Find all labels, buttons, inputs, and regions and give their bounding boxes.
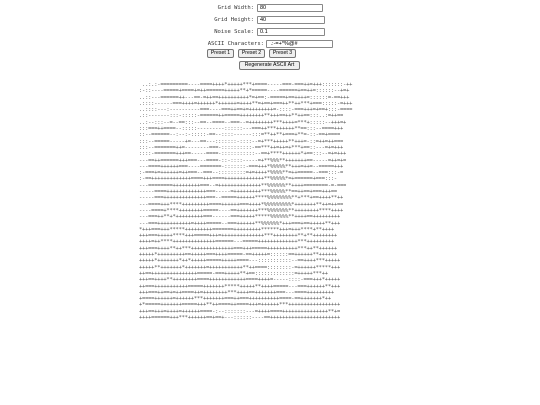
noise-scale-row: [0, 27, 540, 37]
noise-scale-input[interactable]: [257, 28, 325, 36]
ascii-characters-label: ASCII Characters:: [207, 41, 264, 47]
preset-1-button[interactable]: Preset 1: [207, 49, 234, 58]
noise-scale-label: Noise Scale:: [214, 29, 254, 35]
ascii-characters-input[interactable]: [266, 40, 333, 48]
grid-width-input[interactable]: [257, 4, 323, 12]
preset-3-button[interactable]: Preset 3: [269, 49, 296, 58]
preset-2-button[interactable]: Preset 2: [238, 49, 265, 58]
grid-height-row: [0, 15, 540, 25]
grid-width-row: [0, 3, 540, 13]
ascii-art-output: ..:.:-=========----====++++*+++++***+====-----===-===++=+++:::::::-++ :-::----=====+====+=++======+++++**+*=====----======+==++=::::::--+=+ ..::---======++---==-=++==++++++++++*=+==:-=====+==++++=::::::=-==+++ .::::------===++++=++++++*++++++=++++**=+==+===++**++***+===:::::-=+++ ..::::---:----------===----===++==+=++++++++=-::::-===+++=+==+:::-==== .::-------:::-:::::-======++=====++++++++**+++==++**++==:::..:=++== ..:--:::--=--==:::--==--====--===--=++++++++***++++=***+:::::--+++=+ :::===++====--:::::---------::::::---===++***++++++**==:::--====+++ ::--======--:--:-:::::-==--::::------:::=**++**+===+**=-::-==+==== :::--=====-----+=---==---:::::::-::::--=+***+++++**+++=-::=++=++=== :::--=======++=--------===-::::::::::-==***++=++=+***+==::---=+=+++ ::::-=======+++==-----====-:::::::::::--==+****++++++*+==:::--=+=+++ ---==++======+++===---====-::-::::-----=+**%%%**+++++++==-----=++=+= ---====++++++===----=======-:::::::-===+++*%%%%%**+++=++=--=====+++ :-===+=++++++=++===--===--:::::::::=+=++++*%%%%**=++=====--===:::-= :-==+++++++++++++====+++====+++++++++++++**%%%%%*=+======+===:::- ---========+++++++++===--=++++++++++++++**%%%%%%**++++========-=-=== -----====+++++++++++++===-----=+++++++++***%%%%%**==++==+===+++== -----===++++++++++++++===--=====++++++****%%%%%%%%**+***+==++++**++ ---====+++****+++++++++====++++++===++++*%%%%%%%%%*+++++++**++=++== ----====+****++++++++=====----==+++++++***%%%%%%%**++++++++****++++ ---===++**+*+++++++++===------===+++++*****%%%%%%**++++==+++++++++ ---===+++++++++++=++++=====--===++++++**%%%%%%*+++===+==+++++**+++ *+++===+++*****+++++++++=======+++++++++******+++=+++****+**++++ +++===+++++****+++=====+++=++++++++++++++***++++++++**+**++++++++ ++++=++****++++++++++++++======---=====+++++++++++++***+++++++++ +++===++++**++***++++++++++++++===+++=====++++++++++***++**++++++ +++++*+++++++++==+++++===++++=====-==+++++=::::::==++++++**++++++ +++++*+++++++*++*+++++=====+++++====---:::::::::::--==++++***+++++ +++++**+++++++*+++++++=+++++++++++**++====::::::::-=++++++*****+++ ++==+++++++++++++++=====-===+++++**+==:::::::::::::=+++++***++ +++==++++**++++++++====++++++++++++====++++=-----::::-===+++*+++++ ++===+++++++++++=====+++++++*****+++++**++++=====---===++++++**+++ +++===++==+=++====++=++++++++***++++==+++++++===---====+++++++++ +====++++++=++++++***+++++++===++===++++++++++====-==+++++++*++ +*=====+++++++=====+++**++====++====+++=++++++***+++++++++++++++++ +++==+++=++++=++++++====-:--:::::::---=++++====+++++++++++++++**+= ++++======+++***++++++==+==+---::::::----==+++++++++++++++++++++++: [139, 82, 353, 321]
grid-height-input[interactable]: [257, 16, 325, 24]
grid-width-label: Grid Width:: [217, 5, 254, 11]
grid-height-label: Grid Height:: [214, 17, 254, 23]
regenerate-button[interactable]: Regenerate ASCII Art: [239, 61, 300, 70]
ascii-characters-row: [0, 39, 540, 49]
